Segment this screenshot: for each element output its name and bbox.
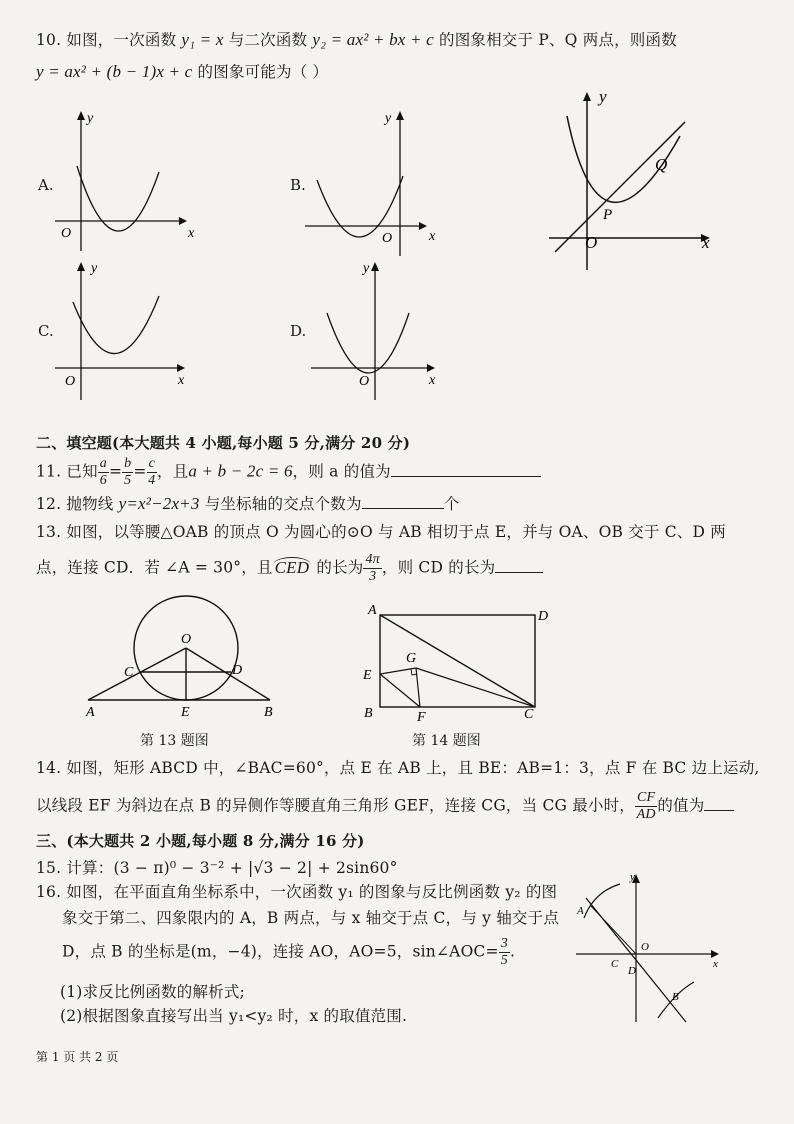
q12-answer-blank[interactable]	[362, 494, 444, 509]
fraction-3-5: $\frac{3}{5}$	[500, 936, 508, 968]
label-d: D	[232, 663, 243, 678]
y-axis-label: y	[91, 261, 98, 276]
label-a: A	[86, 705, 95, 720]
figure-13	[78, 600, 288, 729]
option-d-label: D.	[290, 322, 307, 340]
q16-line1: 16. 如图，在平面直角坐标系中，一次函数 y₁ 的图象与反比例函数 y₂ 的图	[36, 883, 558, 901]
q13-line2: 点，连接 CD．若 ∠A = 30°，且 CED 的长为 $\frac{4\pi}{3}$ ，则 CD 的长为	[36, 552, 543, 585]
label-b: B	[364, 706, 373, 721]
y-axis-label: y	[363, 261, 370, 276]
label-d: D	[538, 609, 549, 624]
label-o: O	[181, 632, 192, 647]
graph-option-c	[55, 258, 195, 407]
label-a: A	[368, 603, 377, 618]
label-b: B	[672, 991, 679, 1003]
fraction-b5: $\frac{b}{5}$	[124, 456, 132, 488]
fraction-cf-ad: $\frac{CF}{AD}$	[636, 790, 656, 822]
label-c: C	[124, 665, 134, 680]
y-axis-label: y	[385, 111, 392, 126]
figure-14	[360, 600, 560, 729]
graph-q10-reference	[545, 88, 725, 277]
point-p-label: P	[603, 207, 613, 223]
option-b-label: B.	[290, 176, 306, 194]
x-axis-label: x	[713, 958, 718, 970]
figure-14-caption: 第 14 题图	[412, 733, 481, 749]
q11: 11. 已知 $\frac{a}{6}$ = $\frac{b}{5}$ = $\frac{c}{4}$ ，且a + b − 2c = 6，则 a 的值为	[36, 456, 541, 489]
option-c-label: C.	[38, 322, 54, 340]
q14-answer-blank[interactable]	[704, 796, 734, 811]
origin-label: O	[585, 233, 598, 252]
fraction-c4: $\frac{c}{4}$	[148, 456, 156, 488]
origin-label: O	[65, 374, 76, 389]
x-axis-label: x	[429, 373, 436, 388]
page-footer: 第 1 页 共 2 页	[36, 1050, 119, 1064]
x-axis-label: x	[702, 233, 710, 252]
x-axis-label: x	[429, 229, 436, 244]
origin-label: O	[359, 374, 370, 389]
q12: 12. 抛物线 y=x²−2x+3 与坐标轴的交点个数为 个	[36, 494, 460, 513]
q16-part1: (1)求反比例函数的解析式;	[60, 983, 245, 1001]
q14-line2: 以线段 EF 为斜边在点 B 的异侧作等腰直角三角形 GEF，连接 CG，当 CG 最小时， $\frac{CF}{AD}$ 的值为	[36, 790, 734, 823]
q11-answer-blank[interactable]	[391, 462, 541, 477]
figure-13-caption: 第 13 题图	[140, 733, 209, 749]
q10-line1: 10. 如图，一次函数 y₁ = x 与二次函数 y₂ = ax² + bx + c 的图象相交于 P、Q 两点，则函数	[36, 30, 677, 49]
label-f: F	[417, 710, 426, 725]
point-q-label: Q	[655, 155, 668, 174]
graph-option-d	[305, 258, 445, 407]
q10-line2: y = ax² + (b − 1)x + c 的图象可能为（ ）	[36, 62, 329, 81]
origin-label: O	[382, 231, 393, 246]
fraction-4pi-3: $\frac{4\pi}{3}$	[365, 552, 380, 584]
graph-option-a	[55, 108, 195, 262]
fraction-a6: $\frac{a}{6}$	[99, 456, 107, 488]
x-axis-label: x	[188, 226, 195, 241]
y-axis-label: y	[87, 111, 94, 126]
q13-line1: 13. 如图，以等腰△OAB 的顶点 O 为圆心的⊙O 与 AB 相切于点 E，并与 OA、OB 交于 C、D 两	[36, 523, 726, 541]
y-axis-label: y	[630, 871, 635, 883]
label-g: G	[406, 651, 417, 666]
label-c: C	[611, 958, 619, 970]
label-a: A	[577, 905, 584, 917]
arc-ced: CED	[274, 557, 310, 577]
option-a-label: A.	[38, 176, 54, 194]
graph-option-b	[305, 108, 445, 262]
label-e: E	[181, 705, 190, 720]
label-c: C	[524, 707, 534, 722]
q16-line2: 象交于第二、四象限内的 A，B 两点，与 x 轴交于点 C，与 y 轴交于点	[62, 909, 560, 927]
label-e: E	[363, 668, 372, 683]
section2-title: 二、填空题(本大题共 4 小题,每小题 5 分,满分 20 分)	[36, 434, 411, 452]
q13-answer-blank[interactable]	[495, 558, 543, 573]
x-axis-label: x	[178, 373, 185, 388]
label-o: O	[641, 941, 649, 953]
q16-part2: (2)根据图象直接写出当 y₁<y₂ 时，x 的取值范围.	[60, 1007, 408, 1025]
origin-label: O	[61, 226, 72, 241]
figure-16	[574, 870, 724, 1029]
y-axis-label: y	[599, 87, 607, 106]
q14-line1: 14. 如图，矩形 ABCD 中，∠BAC=60°，点 E 在 AB 上，且 BE：AB=1：3，点 F 在 BC 边上运动,	[36, 759, 760, 777]
q16-line3: D，点 B 的坐标是(m，−4)，连接 AO，AO=5，sin∠AOC= $\frac{3}{5}$ .	[62, 936, 516, 968]
q15: 15. 计算：(3 − π)⁰ − 3⁻² + |√3 − 2| + 2sin60°	[36, 859, 398, 877]
label-d: D	[628, 965, 636, 977]
section3-title: 三、(本大题共 2 小题,每小题 8 分,满分 16 分)	[36, 832, 365, 850]
label-b: B	[264, 705, 273, 720]
